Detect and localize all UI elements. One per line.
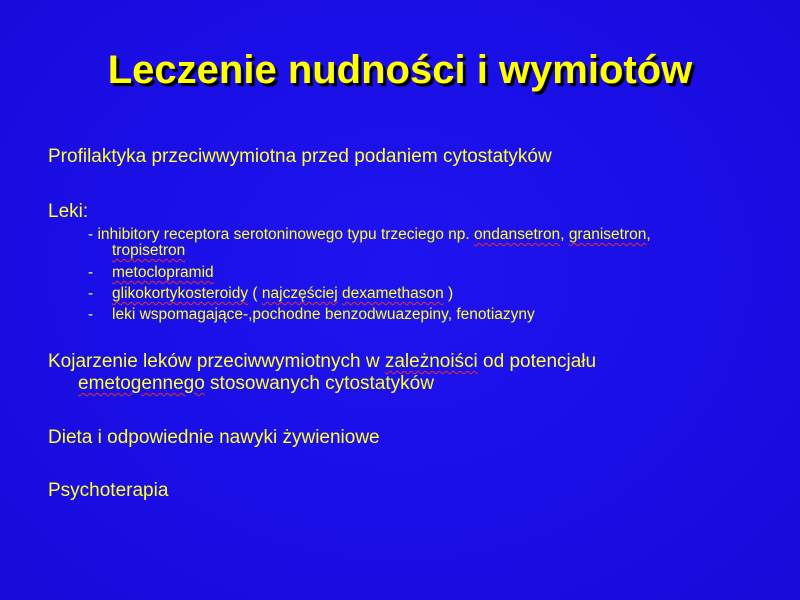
inhibitory-comma: , (646, 226, 651, 243)
kojarzenie-cont-text: stosowanych cytostatyków (204, 373, 434, 394)
kojarzenie-emetogennego: emetogennego (78, 373, 205, 394)
slide-title: Leczenie nudności i wymiotów (107, 48, 693, 92)
wspomagajace-text: leki wspomagające-,pochodne benzodwuazepiny, fenotiazyny (112, 306, 535, 323)
bullet-profilaktyka: Profilaktyka przeciwwymiotna przed podaniem cytostatyków (48, 146, 552, 167)
metoclopramid-text: metoclopramid (112, 264, 214, 281)
glikokortykosteroidy-paren-open: ( (248, 285, 262, 302)
glikokortykosteroidy-dexamethason: dexamethason (342, 285, 444, 302)
dash-marker: - (88, 306, 94, 323)
inhibitory-separator: , (560, 226, 569, 243)
kojarzenie-text: Kojarzenie leków przeciwwymiotnych w (48, 351, 385, 372)
inhibitory-tropisetron: tropisetron (112, 242, 186, 259)
inhibitory-granisetron: granisetron (568, 226, 647, 243)
sub-bullet-wspomagajace (88, 306, 535, 324)
kojarzenie-text-end: od potencjału (477, 351, 597, 372)
sub-bullet-inhibitory-cont (112, 242, 185, 260)
dash-marker: - (88, 285, 94, 302)
sub-bullet-glikokortykosteroidy (88, 285, 453, 303)
bullet-dieta: Dieta i odpowiednie nawyki żywieniowe (48, 427, 380, 448)
inhibitory-text: - inhibitory receptora serotoninowego typu trzeciego np. (88, 226, 474, 243)
sub-bullet-metoclopramid (88, 264, 214, 282)
dash-marker: - (88, 264, 94, 281)
glikokortykosteroidy-word: glikokortykosteroidy (112, 285, 249, 302)
bullet-kojarzenie-cont (78, 373, 434, 395)
glikokortykosteroidy-najczesciej: najczęściej (261, 285, 338, 302)
bullet-leki-heading: Leki: (48, 201, 89, 222)
inhibitory-ondansetron: ondansetron (474, 226, 561, 243)
bullet-kojarzenie (48, 351, 596, 373)
glikokortykosteroidy-paren-close: ) (443, 285, 454, 302)
bullet-psychoterapia: Psychoterapia (48, 480, 169, 501)
kojarzenie-zaleznoisci: zależnoiści (384, 351, 478, 372)
